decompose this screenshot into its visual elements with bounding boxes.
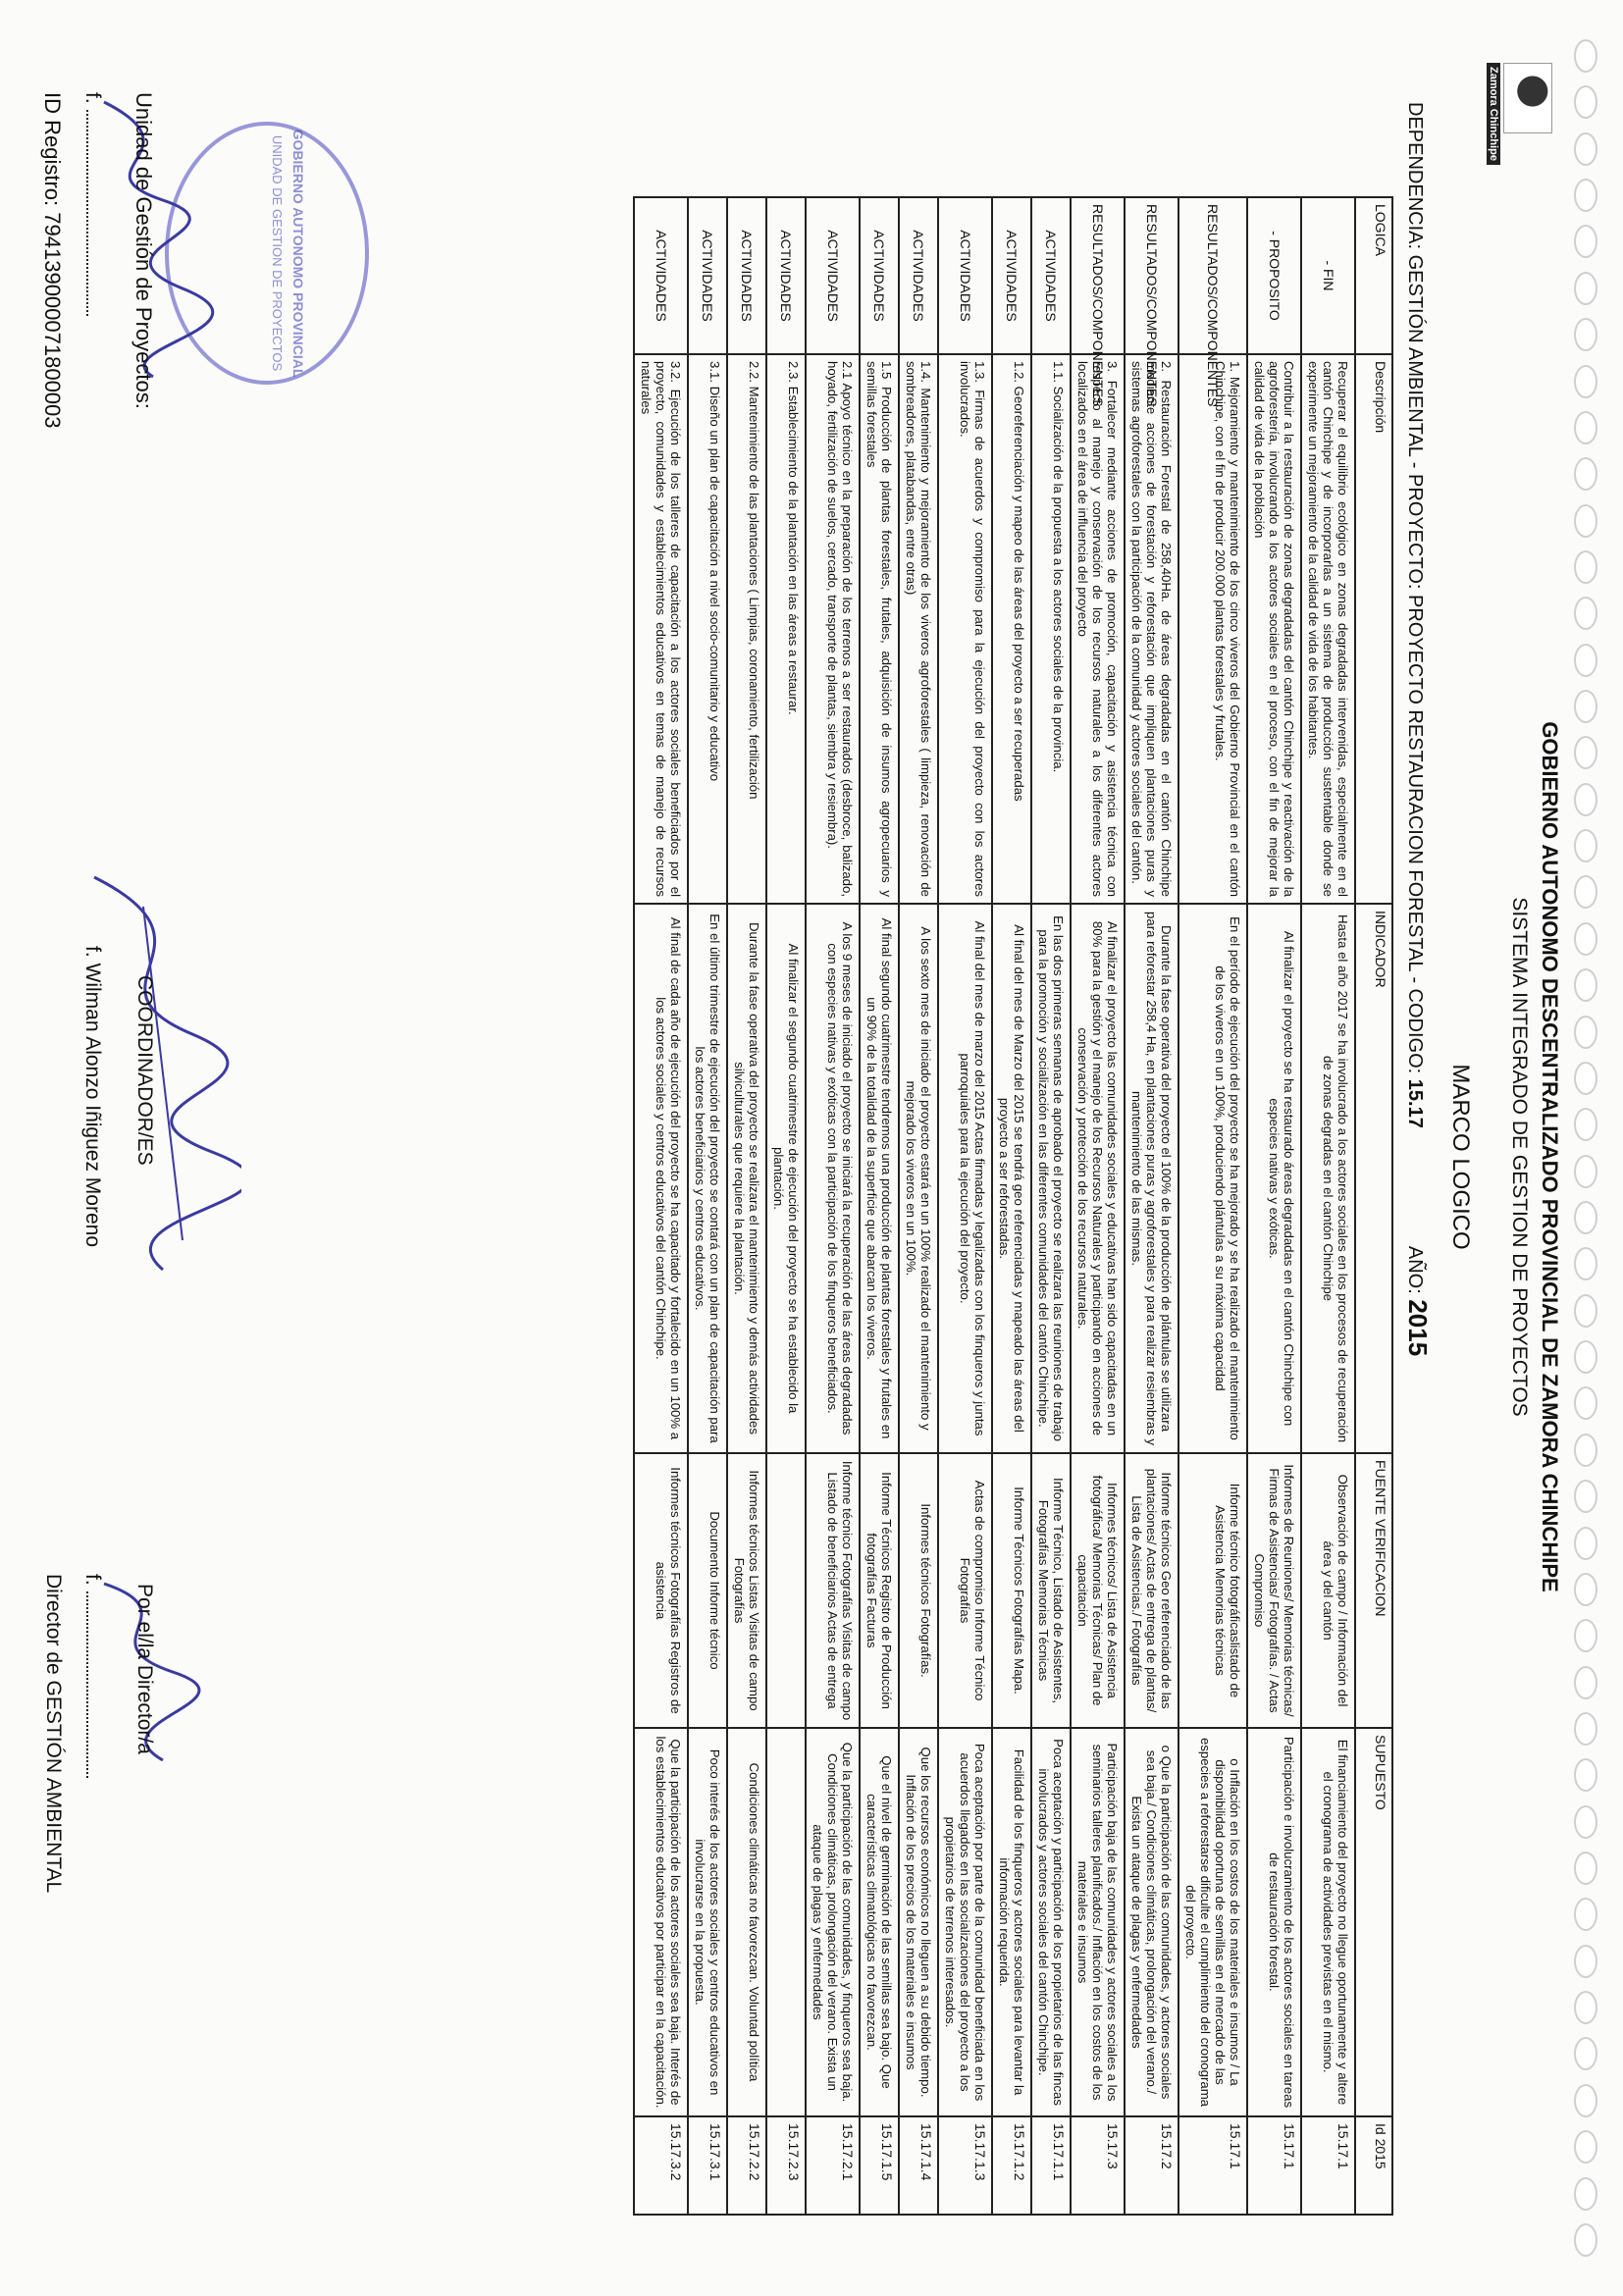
row-source: Informes técnicos Fotografías Registros de asistencia (634, 1453, 688, 1728)
row-description: 3.2. Ejecución de los talleres de capacitación a los actores sociales beneficiados por el proyecto, comunidades y establecimientos educativos en temas de manejo de recursos naturales (634, 354, 688, 904)
row-logic: ACTIVIDADES (806, 197, 860, 354)
row-assumption (766, 1728, 806, 2116)
row-source (766, 1453, 806, 1728)
row-description: 3. Fortalecer mediante acciones de promoción, capacitación y asistencia técnica con respecto al manejo y conservación de los recursos naturales a los diferentes actores localizados en el área de influencia del proyecto (1071, 354, 1125, 904)
row-assumption: Participación baja de las comunidades y actores sociales a los seminarios talleres planificados./ Inflación en los costos de los materiales e insumos (1071, 1728, 1125, 2116)
col-header-id: Id 2015 (1355, 2116, 1392, 2215)
coordinator-name: Wilman Alonzo Iñiguez Moreno (81, 963, 104, 1247)
row-source: Informe Técnico, Listado de Asistentes, Fotografías Memorias Técnicas (1031, 1453, 1071, 1728)
sign-line-coordinator (80, 946, 104, 1247)
row-id: 15.17.3 (1071, 2116, 1125, 2215)
row-source: Informes de Reuniones/ Memorias técnicas/ Firmas de Asistencias/ Fotografías. / Actas Compromiso (1247, 1453, 1301, 1728)
table-row (766, 197, 806, 2215)
system-title: SISTEMA INTEGRADO DE GESTION DE PROYECTOS (1508, 897, 1531, 1417)
row-logic: - FIN (1301, 197, 1355, 354)
row-assumption: Que el nivel de germinación de las semillas sea bajo. Que características climatológicas no favorezcan. (860, 1728, 899, 2116)
table-row (688, 197, 727, 2215)
row-source: Informes técnicos Listas Visitas de campo Fotografías (727, 1453, 766, 1728)
row-indicator: En el período de ejecución del proyecto se ha mejorado y se ha realizado el mantenimiento de los viveros en un 100%, produciendo plántulas a su máxima capacidad (1178, 904, 1247, 1453)
dependency-value: GESTIÓN AMBIENTAL (1404, 254, 1426, 457)
row-assumption: o Que la participación de las comunidades, y actores sociales sea baja./ Condiciones climáticas, prolongación del verano./ Exista un ataque de plagas y enfermedades (1125, 1728, 1178, 2116)
col-header-description: Descripción (1355, 354, 1392, 904)
stamp-text-2: UNIDAD DE GESTION DE PROYECTOS (270, 134, 285, 372)
row-source: Informe Técnicos Fotografías Mapa. (992, 1453, 1031, 1728)
row-source: Informes técnicos/ Lista de Asistencia fotográfica/ Memorias Técnicas/ Plan de capacitación (1071, 1453, 1125, 1728)
row-source: Informes técnicos Fotografías. (899, 1453, 938, 1728)
row-logic: RESULTADOS/COMPONENTES (1125, 197, 1178, 354)
col-header-logic: LOGICA (1355, 197, 1392, 354)
row-description: 2.1 Apoyo técnico en la preparación de los terrenos a ser restaurados (desbroce, balizado, hoyado, fertilización de suelos, cercado, transporte de plantas, siembra y resiembra). (806, 354, 860, 904)
row-description: Recuperar el equilibrio ecológico en zonas degradadas intervenidas, especialmente en el cantón Chinchipe y de incorporarlas a un sistema de producción sustentable donde se experimente un mejoramiento de la calidad de vida de los habitantes. (1301, 354, 1355, 904)
row-logic: ACTIVIDADES (727, 197, 766, 354)
table-row (938, 197, 992, 2215)
row-source: Observación de campo / Información del área y del cantón (1301, 1453, 1355, 1728)
row-source: Informe Técnicos Registro de Producción fotografías Facturas (860, 1453, 899, 1728)
row-id: 15.17.3.2 (634, 2116, 688, 2215)
row-indicator: Durante la fase operativa del proyecto se realizara el mantenimiento y demás actividades silviculturales que requiere la plantación. (727, 904, 766, 1453)
row-id: 15.17.1.3 (938, 2116, 992, 2215)
row-id: 15.17.1.4 (899, 2116, 938, 2215)
row-id: 15.17.2.1 (806, 2116, 860, 2215)
id-registro-label: ID Registro: (40, 92, 65, 207)
row-logic: - PROPOSITO (1247, 197, 1301, 354)
row-description: 2.3. Establecimiento de la plantación en las áreas a restaurar. (766, 354, 806, 904)
org-title: GOBIERNO AUTONOMO DESCENTRALIZADO PROVINCIAL DE ZAMORA CHINCHIPE (1538, 721, 1562, 1592)
row-source: Actas de compromiso Informe Técnico Fotografías (938, 1453, 992, 1728)
row-description: Contribuir a la restauración de zonas degradadas del cantón Chinchipe y reactivación de la agroforestería, involucrando a los actores sociales en el proceso, con el fin de mejorar la calidad de vida de la población (1247, 354, 1301, 904)
table-row (1178, 197, 1247, 2215)
rotated-document (26, 63, 1576, 2251)
row-logic: ACTIVIDADES (938, 197, 992, 354)
row-assumption: Participación e involucramiento de los actores sociales en tareas de restauración forestal. (1247, 1728, 1301, 2116)
row-indicator: En las dos primeras semanas de aprobado el proyecto se realizara las reuniones de trabajo para la promoción y socialización en las diferentes comunidades del cantón Chinchipe. (1031, 904, 1071, 1453)
table-row (1071, 197, 1125, 2215)
row-assumption: Que la participación de las comunidades, y finqueros sea baja. Condiciones climáticas, prolongación del verano. Exista un ataque de plagas y enfermedades (806, 1728, 860, 2116)
row-id: 15.17.1.2 (992, 2116, 1031, 2215)
row-id: 15.17.3.1 (688, 2116, 727, 2215)
row-description: 1.3. Firmas de acuerdos y compromiso para la ejecución del proyecto con los actores involucrados. (938, 354, 992, 904)
sign-prefix: f. (81, 92, 104, 104)
unit-label: Unidad de Gestión de Proyectos: (131, 92, 156, 409)
row-logic: ACTIVIDADES (992, 197, 1031, 354)
row-logic: RESULTADOS/COMPONENTES (1071, 197, 1125, 354)
stamp-text: GOBIERNO AUTONOMO PROVINCIAL (290, 129, 306, 378)
row-logic: ACTIVIDADES (634, 197, 688, 354)
coordinator-label: COORDINADOR/ES (133, 975, 156, 1166)
row-logic: ACTIVIDADES (766, 197, 806, 354)
row-description: 1.4. Mantenimiento y mejoramiento de los viveros agroforestales ( limpieza, renovación de sombreadores, platabandas, entre otras) (899, 354, 938, 904)
row-logic: ACTIVIDADES (688, 197, 727, 354)
row-assumption: Facilidad de los finqueros y actores sociales para levantar la información requerida. (992, 1728, 1031, 2116)
row-assumption: o Inflación en los costos de los materiales e insumos / La disponibilidad oportuna de semillas en el mercado de las especies a reforestarse dificulte el cumplimiento del cronograma del proyecto. (1178, 1728, 1247, 2116)
row-source: Documento Informe técnico (688, 1453, 727, 1728)
row-description: 2. Restauración Forestal de 258,40Ha. de áreas degradadas en el cantón Chinchipe mediante acciones de forestación y reforestación que impliquen plantaciones puras y sistemas agroforestales con la participación de la comunidad y actores sociales del cantón. (1125, 354, 1178, 904)
row-description: 1.5 Producción de plantas forestales, frutales, adquisición de insumos agropecuarios y semillas forestales (860, 354, 899, 904)
row-source: Informe técnico fotográficaslistado de Asistencia Memorias técnicas (1178, 1453, 1247, 1728)
row-assumption: Poco interés de los actores sociales y centros educativos en involucrarse en la propuesta. (688, 1728, 727, 2116)
row-logic: ACTIVIDADES (1031, 197, 1071, 354)
id-registro (39, 92, 65, 429)
director-prefix: Por el/la Director/a (133, 1584, 156, 1754)
row-id: 15.17.1.5 (860, 2116, 899, 2215)
row-id: 15.17.1.1 (1031, 2116, 1071, 2215)
director-title: Director de GESTIÓN AMBIENTAL (42, 1574, 65, 1894)
table-row (806, 197, 860, 2215)
row-indicator: Al finalizar el proyecto las comunidades sociales y educativas han sido capacitadas en un 80% para la gestión y el manejo de los Recursos Naturales y participando en acciones de conservación y protección de los recursos naturales. (1071, 904, 1125, 1453)
row-description: 3.1. Diseño un plan de capacitación a nivel socio-comunitario y educativo (688, 354, 727, 904)
row-id: 15.17.1 (1178, 2116, 1247, 2215)
table-header-row (1355, 197, 1392, 2215)
col-header-assumption: SUPUESTO (1355, 1728, 1392, 2116)
table-row (1031, 197, 1071, 2215)
row-indicator: Al finalizar el proyecto se ha restaurado áreas degradadas en el cantón Chinchipe con especies nativas y exóticas. (1247, 904, 1301, 1453)
dependency-sep: - (1404, 461, 1426, 469)
row-indicator: Al final de cada año de ejecución del proyecto se ha capacitado y fortalecido en un 100% a los actores sociales y centros educativos del cantón Chinchipe. (634, 904, 688, 1453)
row-indicator: En el último trimestre de ejecución del proyecto se contará con un plan de capacitación para los actores beneficiarios y centros educativos. (688, 904, 727, 1453)
sign-prefix-coordinator: f. (81, 946, 104, 958)
sign-line-director (80, 1574, 104, 1778)
table-row (899, 197, 938, 2215)
sign-prefix-director: f. (81, 1574, 104, 1586)
table-row (727, 197, 766, 2215)
col-header-indicator: INDICADOR (1355, 904, 1392, 1453)
row-description: 2.2. Mantenimiento de las plantaciones ( Limpias, coronamiento, fertilización (727, 354, 766, 904)
row-description: 1.2. Georeferenciación y mapeo de las áreas del proyecto a ser recuperadas (992, 354, 1031, 904)
row-indicator: A los 9 meses de iniciado el proyecto se iniciará la recuperación de las áreas degradadas con especies nativas y exóticas con la participación de los finqueros beneficiados. (806, 904, 860, 1453)
row-id: 15.17.1 (1301, 2116, 1355, 2215)
logical-framework-table (633, 196, 1393, 2216)
row-source: Informe técnico Fotografías Visitas de campo Listado de beneficiarios Actas de entrega (806, 1453, 860, 1728)
doc-title: MARCO LOGICO (1447, 1064, 1474, 1250)
table-row (1301, 197, 1355, 2215)
dependency-label: DEPENDENCIA: (1404, 102, 1426, 250)
row-indicator: Al final del mes de Marzo del 2015 se tendrá geo referenciadas y mapeado las áreas del proyecto a ser reforestadas. (992, 904, 1031, 1453)
row-assumption: Que la participación de los actores sociales sea baja. Interés de los establecimientos educativos por participar en la capacitación. (634, 1728, 688, 2116)
sign-line-unit (80, 92, 104, 316)
project-label: PROYECTO: (1404, 474, 1426, 590)
row-indicator: Al final del mes de marzo del 2015 Actas firmadas y legalizadas con los finqueros y juntas parroquiales para la ejecución del proyecto. (938, 904, 992, 1453)
row-logic: ACTIVIDADES (860, 197, 899, 354)
row-description: 1.1. Socialización de la propuesta a los actores sociales de la provincia. (1031, 354, 1071, 904)
table-row (1125, 197, 1178, 2215)
row-id: 15.17.1 (1247, 2116, 1301, 2215)
unit-text: Unidad de Gestión de Proyectos (131, 92, 156, 403)
row-indicator: Hasta el año 2017 se ha involucrado a los actores sociales en los procesos de recuperación de zonas degradas en el cantón Chinchipe (1301, 904, 1355, 1453)
binding-holes (1574, 39, 1609, 2257)
table-row (860, 197, 899, 2215)
dependency-line (1402, 102, 1433, 1356)
row-id: 15.17.2.3 (766, 2116, 806, 2215)
row-description: 1. Mejoramiento y mantenimiento de los cinco viveros del Gobierno Provincial en el cantón Chinchipe, con el fin de producir 200.000 plantas forestales y frutales. (1178, 354, 1247, 904)
table-row (1247, 197, 1301, 2215)
table-row (634, 197, 688, 2215)
row-assumption: El financiamiento del proyecto no llegue oportunamente y altere el cronograma de actividades previstas en el mismo. (1301, 1728, 1355, 2116)
row-source: Informe técnicos Geo referenciado de las plantaciones/ Actas de entrega de plantas/ Lista de Asistencias./ Fotografías (1125, 1453, 1178, 1728)
year-label: AÑO: (1404, 1245, 1426, 1294)
logo-text: Zamora Chinchipe (1487, 63, 1500, 165)
row-id: 15.17.2.2 (727, 2116, 766, 2215)
row-assumption: Condiciones climáticas no favorezcan. Voluntad política (727, 1728, 766, 2116)
row-indicator: Al final segundo cuatrimestre tendremos una producción de plantas forestales y frutales en un 90% de la totalidad de la superficie que abarcan los viveros. (860, 904, 899, 1453)
col-header-source: FUENTE VERIFICACION (1355, 1453, 1392, 1728)
row-logic: ACTIVIDADES (899, 197, 938, 354)
row-assumption: Poca aceptación y participación de los propietarios de las fincas involucrados y actores sociales del cantón Chinchipe. (1031, 1728, 1071, 2116)
row-assumption: Que los recursos económicos no lleguen a su debido tiempo. Inflación de los precios de los materiales e insumos (899, 1728, 938, 2116)
row-logic: RESULTADOS/COMPONENTES (1178, 197, 1247, 354)
year-value: 2015 (1403, 1299, 1433, 1357)
code-label: - CODIGO: (1404, 976, 1426, 1074)
table-row (992, 197, 1031, 2215)
row-indicator: Al finalizar el segundo cuatrimestre de ejecución del proyecto se ha establecido la plantación. (766, 904, 806, 1453)
code-value: 15.17 (1404, 1078, 1426, 1128)
row-indicator: Durante la fase operativa del proyecto el 100% de la producción de plántulas se utilizara para reforestar 258,4 Ha, en plantaciones puras y agroforestales y para realizar resiembras y mantenimiento de las mismas. (1125, 904, 1178, 1453)
row-assumption: Poca aceptación por parte de la comunidad beneficiada en los acuerdos llegados en las socializaciones del proyecto a los propietarios de terrenos interesados. (938, 1728, 992, 2116)
row-indicator: A los sexto mes de iniciado el proyecto estará en un 100% realizado el mantenimiento y mejorado los viveros en un 100%. (899, 904, 938, 1453)
row-id: 15.17.2 (1125, 2116, 1178, 2215)
id-registro-value: 794139000071800003 (40, 212, 65, 429)
project-value: PROYECTO RESTAURACION FORESTAL (1404, 595, 1426, 971)
